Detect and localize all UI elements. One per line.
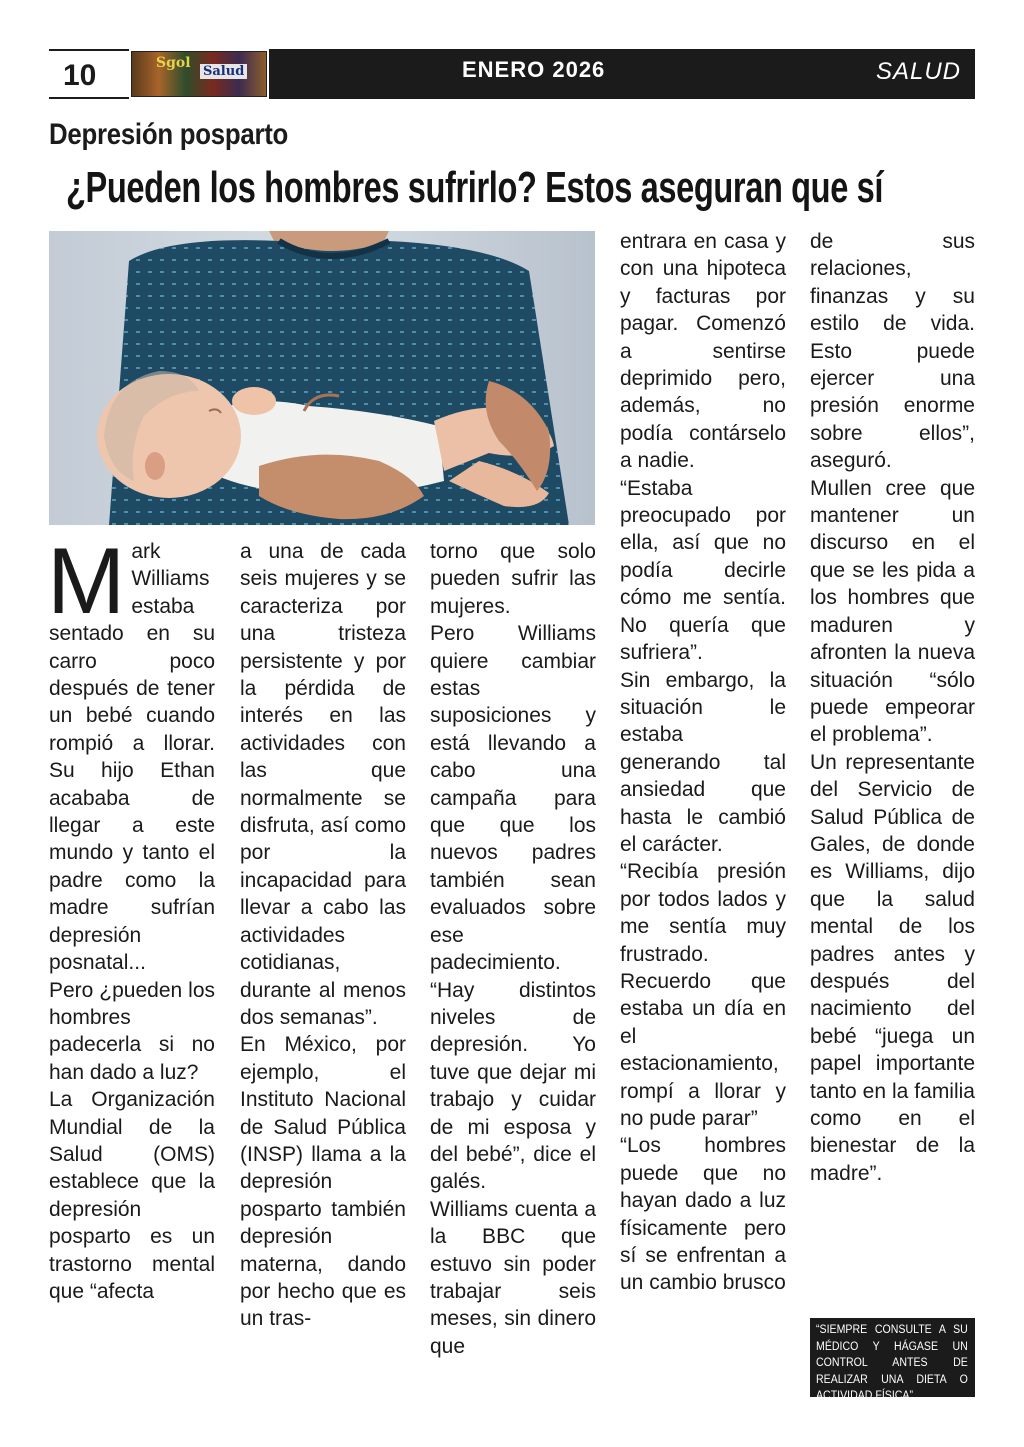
paragraph: a una de cada seis mujeres y se caracteriza por una tristeza persistente y por la pérdida de interés en las actividades con las que normalmente se disfruta, así como por la incapacidad para llevar a cabo las actividades cotidianas, durante al menos dos semanas”. <box>240 540 406 1029</box>
paragraph: Williams cuenta a la BBC que estuvo sin poder trabajar seis meses, sin dinero que <box>430 1197 596 1358</box>
paragraph: “Recibía presión por todos lados y me sentía muy frustrado. Recuerdo que estaba un día en el estacionamiento, rompí a llorar y no pude parar” <box>620 860 786 1130</box>
article-headline: ¿Pueden los hombres sufrirlo? Estos aseguran que sí <box>66 163 884 212</box>
text-column-2 <box>240 538 406 1333</box>
paragraph: torno que solo pueden sufrir las mujeres. <box>430 540 596 618</box>
text-column-5 <box>810 228 975 1187</box>
text-column-4 <box>620 228 786 1297</box>
paragraph: En México, por ejemplo, el Instituto Nacional de Salud Pública (INSP) llama a la depresión posparto también depresión materna, dando por hecho que es un tras- <box>240 1033 406 1331</box>
text-column-1 <box>47 528 215 1305</box>
header-bar <box>269 49 975 99</box>
paragraph: de sus relaciones, finanzas y su estilo de vida. Esto puede ejercer una presión enorme sobre ellos”, aseguró. <box>810 230 975 473</box>
page-number-box <box>49 49 129 99</box>
article-kicker: Depresión posparto <box>49 118 289 151</box>
issue-date: ENERO 2026 <box>462 57 606 82</box>
health-disclaimer-text: “SIEMPRE CONSULTE A SU MÉDICO Y HÁGASE UN CONTROL ANTES DE REALIZAR UNA DIETA O ACTIVIDAD FÍSICA” <box>816 1324 968 1402</box>
article-photo-father-holding-baby <box>49 231 595 525</box>
drop-cap: M <box>47 528 126 633</box>
section-name: SALUD <box>875 58 961 85</box>
publication-logo <box>131 51 267 97</box>
paragraph: ark Williams estaba sentado en su carro poco después de tener un bebé cuando rompió a llorar. Su hijo Ethan acababa de llegar a este mundo y tanto el padre como la madre sufrían depresión posnatal... <box>49 540 215 975</box>
paragraph: Pero Williams quiere cambiar estas suposiciones y está llevando a cabo una campaña para que que los nuevos padres también sean evaluados sobre ese padecimiento. <box>430 622 596 975</box>
page-header <box>49 49 975 99</box>
page-number: 10 <box>63 59 97 92</box>
text-column-3 <box>430 538 596 1360</box>
health-disclaimer-box <box>810 1318 975 1402</box>
paragraph: Mullen cree que mantener un discurso en el que se les pida a los hombres que maduren y afronten la nueva situación “sólo puede empeorar el problema”. <box>810 476 975 747</box>
logo-text-salud: Salud <box>200 64 247 79</box>
paragraph: Sin embargo, la situación le estaba generando tal ansiedad que hasta le cambió el carácter. <box>620 668 786 856</box>
paragraph: La Organización Mundial de la Salud (OMS) establece que la depresión posparto es un trastorno mental que “afecta <box>49 1088 215 1303</box>
paragraph: entrara en casa y con una hipoteca y facturas por pagar. Comenzó a sentirse deprimido pero, además, no podía contárselo a nadie. <box>620 230 786 473</box>
paragraph: “Estaba preocupado por ella, así que no podía decirle cómo me sentía. No quería que sufriera”. <box>620 476 786 665</box>
logo-text-sgol: Sgol <box>156 55 191 71</box>
paragraph: “Los hombres puede que no hayan dado a luz físicamente pero sí se enfrentan a un cambio brusco <box>620 1134 786 1295</box>
paragraph: “Hay distintos niveles de depresión. Yo tuve que dejar mi trabajo y cuidar de mi esposa y del bebé”, dice el galés. <box>430 978 596 1194</box>
paragraph: Un representante del Servicio de Salud Pública de Gales, de donde es Williams, dijo que la salud mental de los padres antes y después del nacimiento del bebé “juega un papel importante tanto en la familia como en el bienestar de la madre”. <box>810 750 975 1185</box>
paragraph: Pero ¿pueden los hombres padecerla si no han dado a luz? <box>49 978 215 1084</box>
